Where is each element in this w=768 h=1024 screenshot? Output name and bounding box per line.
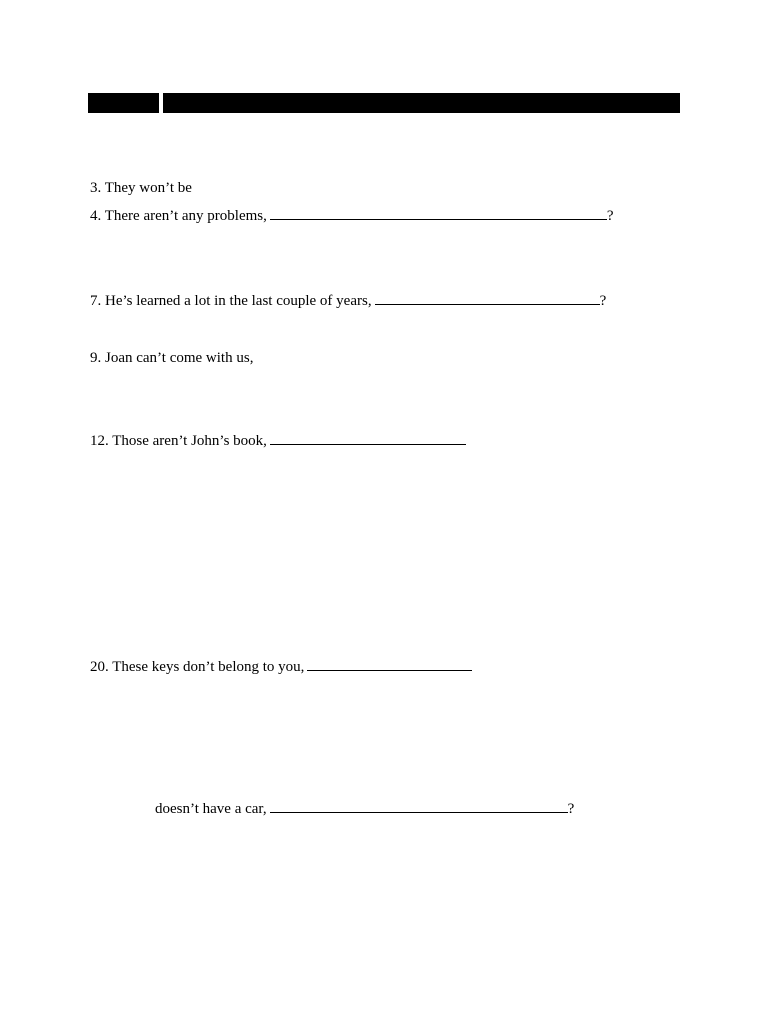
exercise-text: 9. Joan can’t come with us,	[90, 350, 254, 366]
exercise-text: 3. They won’t be	[90, 180, 192, 196]
exercise-ending: ?	[606, 208, 614, 224]
exercise-line-20	[90, 658, 472, 676]
exercise-line-9	[90, 349, 253, 367]
exercise-line-12	[90, 432, 466, 450]
exercise-line-4	[90, 207, 614, 225]
exercise-ending: ?	[567, 801, 575, 817]
exercise-line-car	[155, 800, 574, 818]
header-bar-left	[88, 93, 159, 113]
exercise-line-7	[90, 292, 606, 310]
exercise-ending: ?	[599, 293, 607, 309]
exercise-text: 20. These keys don’t belong to you,	[90, 659, 305, 675]
answer-blank[interactable]	[375, 292, 600, 305]
exercise-text: 4. There aren’t any problems,	[90, 208, 267, 224]
answer-blank[interactable]	[270, 432, 466, 445]
exercise-line-3	[90, 179, 192, 197]
answer-blank[interactable]	[307, 658, 472, 671]
exercise-text: 12. Those aren’t John’s book,	[90, 433, 267, 449]
answer-blank[interactable]	[270, 207, 607, 220]
header-bar-right	[163, 93, 680, 113]
answer-blank[interactable]	[270, 800, 568, 813]
exercise-text: doesn’t have a car,	[155, 801, 267, 817]
exercise-text: 7. He’s learned a lot in the last couple of years,	[90, 293, 372, 309]
